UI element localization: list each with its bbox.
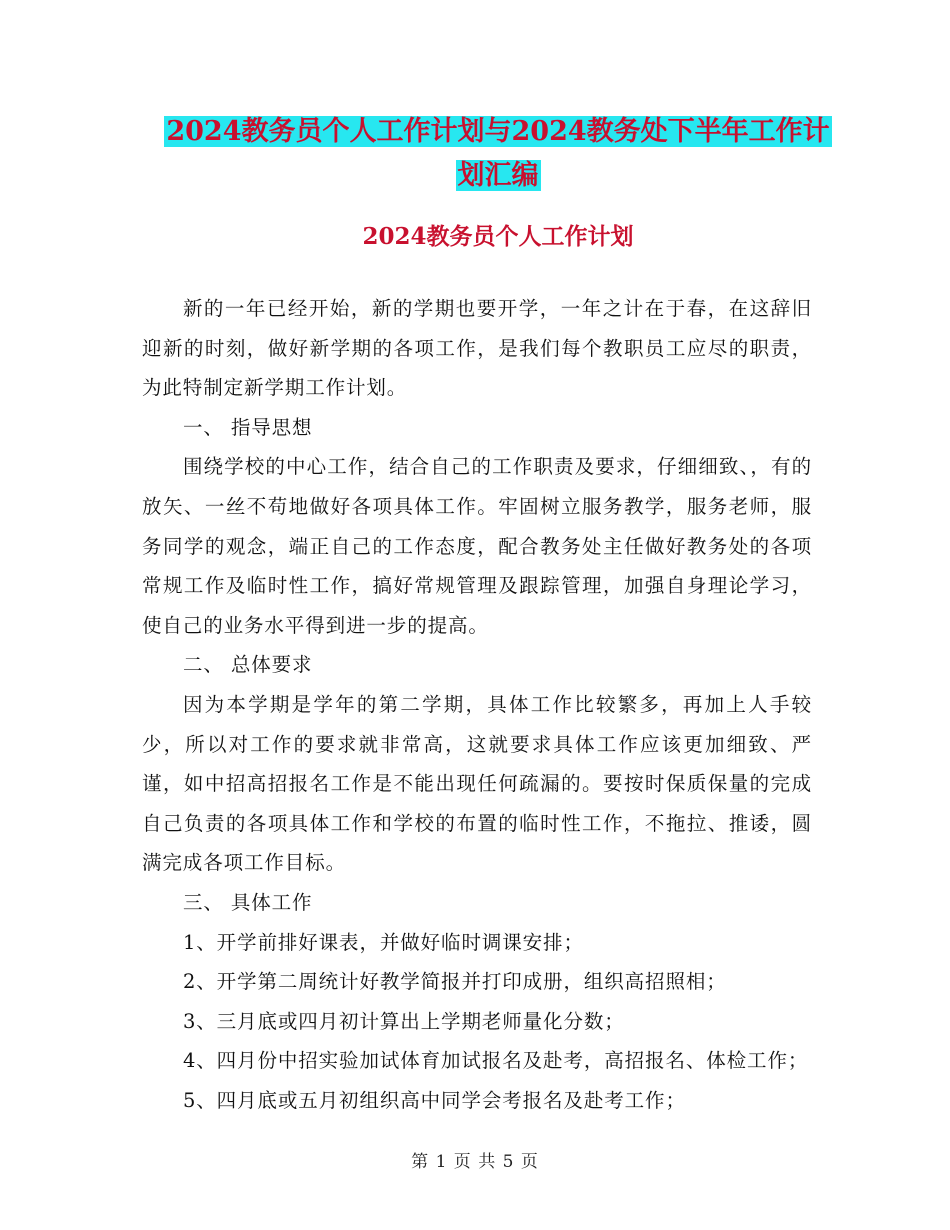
- heading-specific-work: 三、 具体工作: [182, 890, 313, 914]
- paragraph-guiding-thought: 围绕学校的中心工作，结合自己的工作职责及要求，仔细细致、，有的放矢、一丝不苟地做好各项具体工作。牢固树立服务教学，服务老师，服务同学的观念，端正自己的工作态度，配合教务处主任做好教务处的各项常规工作及临时性工作，搞好常规管理及跟踪管理，加强自身理论学习，使自己的业务水平得到进一步的提高。: [142, 455, 812, 637]
- document-title-line1: 2024教务员个人工作计划与2024教务处下半年工作计: [166, 116, 830, 147]
- document-title-line2: 划汇编: [457, 160, 539, 191]
- document-body: [142, 289, 812, 1120]
- list-item: 5、四月底或五月初组织高中同学会考报名及赴考工作；: [182, 1088, 686, 1112]
- list-item: 4、四月份中招实验加试体育加试报名及赴考，高招报名、体检工作；: [182, 1049, 809, 1073]
- section-heading: 2024教务员个人工作计划: [362, 223, 634, 250]
- document-title: [140, 110, 856, 198]
- paragraph-intro: 新的一年已经开始，新的学期也要开学，一年之计在于春，在这辞旧迎新的时刻，做好新学期的各项工作，是我们每个教职员工应尽的职责，为此特制定新学期工作计划。: [142, 297, 812, 400]
- paragraph-overall-requirements: 因为本学期是学年的第二学期，具体工作比较繁多，再加上人手较少，所以对工作的要求就非常高，这就要求具体工作应该更加细致、严谨，如中招高招报名工作是不能出现任何疏漏的。要按时保质保量的完成自己负责的各项具体工作和学校的布置的临时性工作，不拖拉、推诿，圆满完成各项工作目标。: [142, 692, 812, 875]
- list-item: 3、三月底或四月初计算出上学期老师量化分数；: [182, 1009, 625, 1033]
- list-item: 1、开学前排好课表，并做好临时调课安排；: [182, 930, 584, 954]
- list-item: 2、开学第二周统计好教学简报并打印成册，组织高招照相；: [182, 970, 727, 994]
- page-footer: [0, 1150, 950, 1174]
- page-number: 第 1 页 共 5 页: [411, 1152, 539, 1172]
- heading-guiding-thought: 一、 指导思想: [182, 415, 313, 439]
- heading-overall-requirements: 二、 总体要求: [182, 653, 313, 677]
